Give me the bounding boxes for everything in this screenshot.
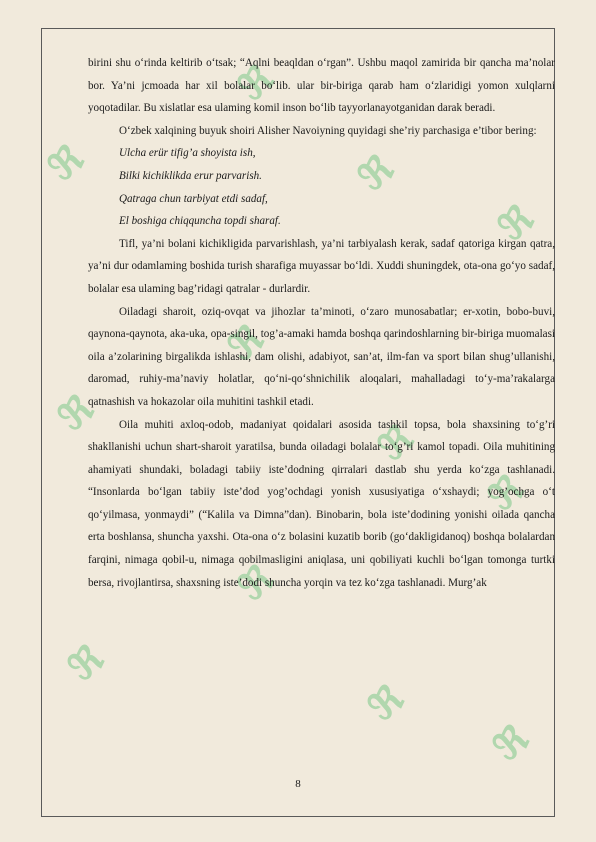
page-number: 8 bbox=[295, 778, 301, 790]
watermark-glyph: ℜ bbox=[369, 415, 422, 470]
watermark-glyph: ℜ bbox=[229, 555, 282, 610]
paragraph-5: Oila muhiti axloq-odob, madaniyat qoidalari asosida tashkil topsa, bola shaxsining to‘g’ri shakllanishi uchun shart-sharoit yaratilsa, bunda oiladagi bolalar to‘g’ri kamol topadi. Oila muhitining ahamiyati shundaki, boladagi tabiiy iste’dodning qirralari dastlab shu yerda ko‘zga tashlanadi. “Insonlarda bo‘lgan tabiiy iste’dod yog’ochdagi yonish xususiyatiga o‘xshaydi; yog’ochga o‘t qo‘yilmasa, yonmaydi” (“Kalila va Dimna”dan). Binobarin, bola iste’dodining yonishi oilada qancha erta boshlansa, shuncha yaxshi. Ota-ona o‘z bolasini kuzatib borib (go‘dakligidanoq) boshqa bolalardan farqini, nimaga qobil-u, nimaga qobilmasligini aniqlasa, uni qobiliyati kuchli bo‘lgan tomonga turtki bersa, rivojlantirsa, shaxsning iste’dodi shuncha yorqin va tez ko‘zga tashlanadi. Murg’ak bbox=[88, 418, 555, 589]
watermark-glyph: ℜ bbox=[484, 715, 537, 770]
watermark-glyph: ℜ bbox=[489, 195, 542, 250]
watermark-glyph: ℜ bbox=[59, 635, 112, 690]
watermark-glyph: ℜ bbox=[359, 675, 412, 730]
watermark-glyph: ℜ bbox=[349, 145, 402, 200]
watermark-glyph: ℜ bbox=[219, 315, 272, 370]
watermark-glyph: ℜ bbox=[479, 465, 532, 520]
page-text bbox=[88, 52, 555, 594]
paragraph-3: Tifl, ya’ni bolani kichikligida parvarishlash, ya’ni tarbiyalash kerak, sadaf qatoriga kirgan qatra, ya’ni dur odamlaming boshida turish sharafiga muyassar bo‘ldi. Xuddi shuningdek, ota-ona go‘yo sadaf, bolalar esa ulaming bag’ridagi qatralar - durlardir. bbox=[88, 237, 555, 295]
watermark-glyph: ℜ bbox=[39, 135, 92, 190]
poem-line-4: El boshiga chiqquncha topdi sharaf. bbox=[119, 215, 281, 228]
poem-line-3: Qatraga chun tarbiyat etdi sadaf, bbox=[119, 192, 268, 205]
paragraph-1: birini shu o‘rinda keltirib o‘tsak; “Aqlni beaqldan o‘rgan”. Ushbu maqol zamirida bir qancha ma’nolar bor. Ya’ni jcmoada har xil bolalar bo‘lib. ular bir-biriga qarab ham o‘zlaridigi yomon xulqlarni yoqotadilar. Bu xislatlar esa ulaming komil inson bo‘lib tayyorlanayotganidan darak beradi. bbox=[88, 57, 555, 115]
poem-line-2: Bilki kichiklikda erur parvarish. bbox=[119, 169, 262, 182]
paragraph-4: Oiladagi sharoit, oziq-ovqat va jihozlar ta’minoti, o‘zaro munosabatlar; er-xotin, bobo-buvi, qaynona-qaynota, aka-uka, opa-singil, tog’a-amaki hamda boshqa qarindoshlarning bir-biriga muomalasi oila a’zolarining birgalikda ishlashi, dam olishi, adabiyot, san’at, ilm-fan va sport bilan shug’ullanishi, daromad, ruhiy-ma’naviy holatlar, qo‘ni-qo‘shnichilik aloqalari, mahalladagi to‘y-ma’rakalarga qatnashish va hokazolar oila muhitini tashkil etadi. bbox=[88, 305, 555, 408]
watermark-glyph: ℜ bbox=[229, 55, 282, 110]
poem-line-1: Ulcha erür tifig’a shoyista ish, bbox=[119, 147, 256, 160]
watermark-glyph: ℜ bbox=[49, 385, 102, 440]
paragraph-2: O‘zbek xalqining buyuk shoiri Alisher Navoiyning quyidagi she’riy parchasiga e’tibor bering: bbox=[119, 124, 537, 137]
